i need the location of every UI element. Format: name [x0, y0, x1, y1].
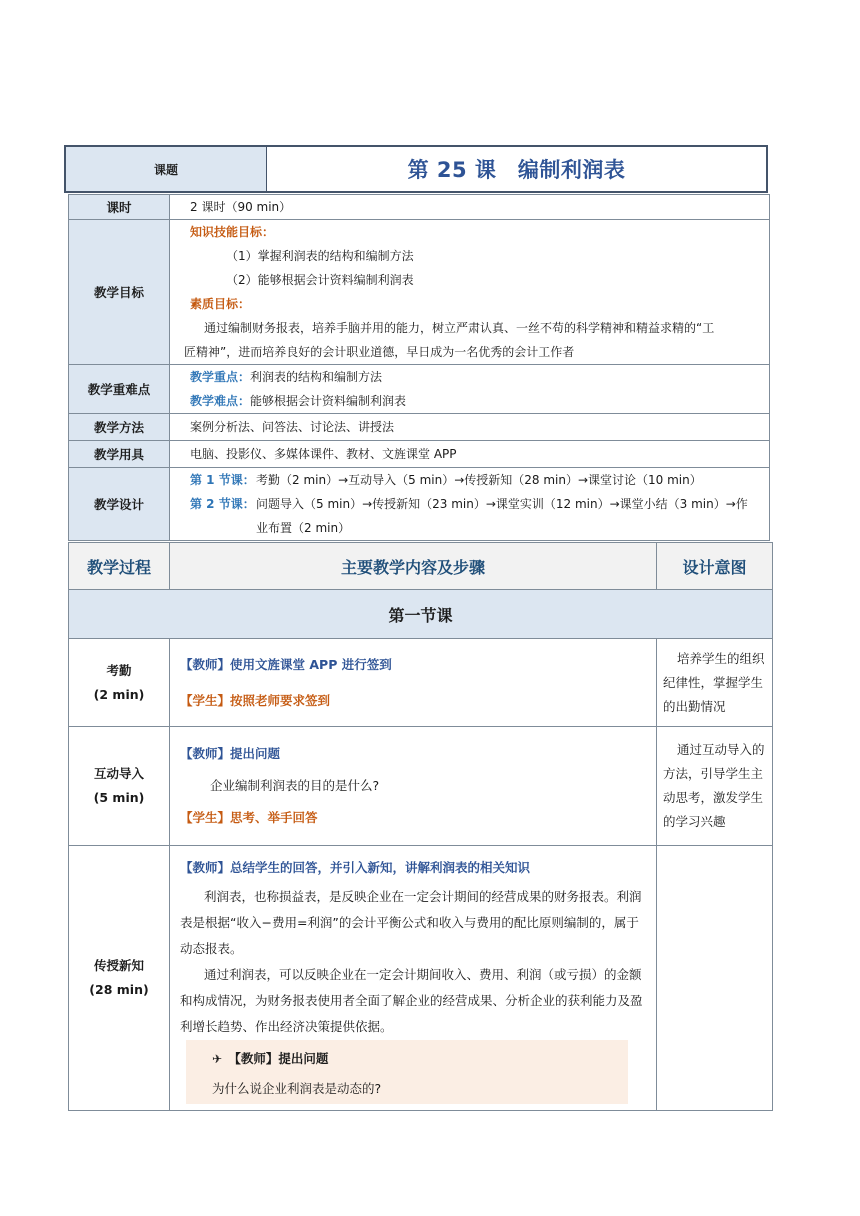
knowledge-item-1: （1）掌握利润表的结构和编制方法	[226, 249, 414, 263]
goals-row	[69, 220, 770, 365]
key-points-label: 教学重难点	[69, 365, 170, 414]
col-content-header: 主要教学内容及步骤	[170, 543, 657, 590]
intro-question: 企业编制利润表的目的是什么?	[210, 778, 380, 793]
goals-content	[170, 220, 770, 365]
design-label: 教学设计	[69, 468, 170, 541]
intro-step	[69, 727, 170, 846]
intro-step-time: (5 min)	[93, 790, 145, 805]
attendance-intent: 培养学生的组织纪律性，掌握学生的出勤情况	[657, 639, 773, 727]
key-label: 教学重点：	[190, 370, 251, 384]
intro-intent: 通过互动导入的方法，引导学生主动思考，激发学生的学习兴趣	[657, 727, 773, 846]
col-step-header: 教学过程	[69, 543, 170, 590]
intro-step-name: 互动导入	[93, 766, 144, 781]
new-knowledge-step-time: (28 min)	[89, 982, 149, 997]
col-intent-header: 设计意图	[657, 543, 773, 590]
attendance-row	[69, 639, 773, 727]
attendance-step-name: 考勤	[106, 662, 132, 678]
lesson1-text: 考勤（2 min）→互动导入（5 min）→传授新知（28 min）→课堂讨论（10 min）	[256, 473, 702, 487]
knowledge-title: 知识技能目标：	[190, 225, 275, 239]
attendance-step-time: (2 min)	[93, 686, 145, 702]
section-title: 第一节课	[69, 590, 773, 639]
tools-label: 教学用具	[69, 441, 170, 468]
new-knowledge-teacher: 【教师】总结学生的回答，并引入新知，讲解利润表的相关知识	[180, 860, 531, 875]
intro-row	[69, 727, 773, 846]
new-knowledge-step-name: 传授新知	[93, 958, 144, 973]
hours-value: 2 课时（90 min）	[170, 195, 770, 220]
knowledge-item-2: （2）能够根据会计资料编制利润表	[226, 273, 414, 287]
question-box-header	[212, 1044, 620, 1074]
lesson2-text	[256, 492, 763, 540]
hours-row	[69, 195, 770, 220]
question-box-text: 为什么说企业利润表是动态的?	[212, 1081, 382, 1096]
methods-value: 案例分析法、问答法、讨论法、讲授法	[170, 414, 770, 441]
hours-label: 课时	[69, 195, 170, 220]
process-header-row	[69, 543, 773, 590]
key-points-row	[69, 365, 770, 414]
key-text: 利润表的结构和编制方法	[250, 370, 383, 384]
attendance-student: 【学生】按照老师要求签到	[180, 692, 331, 708]
new-knowledge-content	[170, 846, 657, 1111]
methods-row	[69, 414, 770, 441]
info-table	[68, 194, 770, 541]
key-points-content	[170, 365, 770, 414]
plane-icon: ✈	[212, 1052, 223, 1066]
methods-label: 教学方法	[69, 414, 170, 441]
design-row	[69, 468, 770, 541]
intro-student: 【学生】思考、举手回答	[180, 810, 318, 825]
title-table	[64, 145, 768, 193]
tools-value: 电脑、投影仪、多媒体课件、教材、文旌课堂 APP	[170, 441, 770, 468]
difficulty-label: 教学难点：	[190, 394, 251, 408]
new-knowledge-para-1: 利润表，也称损益表，是反映企业在一定会计期间的经营成果的财务报表。利润表是根据“收入−费用=利润”的会计平衡公式和收入与费用的配比原则编制的，属于动态报表。	[180, 889, 642, 956]
lesson2-text-2: 业布置（2 min）	[256, 521, 351, 535]
section-row	[69, 590, 773, 639]
intro-teacher: 【教师】提出问题	[180, 746, 281, 761]
attendance-step	[69, 639, 170, 727]
new-knowledge-step	[69, 846, 170, 1111]
question-box-title: 【教师】提出问题	[228, 1051, 329, 1066]
goals-label: 教学目标	[69, 220, 170, 365]
topic-label: 课题	[66, 147, 267, 191]
process-table	[68, 542, 773, 1111]
quality-title: 素质目标：	[190, 297, 251, 311]
quality-text-1: 通过编制财务报表，培养手脑并用的能力，树立严肃认真、一丝不苟的科学精神和精益求精的“工	[204, 321, 715, 335]
lesson2-label: 第 2 节课：	[190, 497, 255, 511]
page-title: 第 25 课 编制利润表	[407, 158, 626, 182]
difficulty-text: 能够根据会计资料编制利润表	[250, 394, 407, 408]
new-knowledge-row	[69, 846, 773, 1111]
new-knowledge-intent	[657, 846, 773, 1111]
new-knowledge-para-2: 通过利润表，可以反映企业在一定会计期间收入、费用、利润（或亏损）的金额和构成情况，为财务报表使用者全面了解企业的经营成果、分析企业的获利能力及盈利增长趋势、作出经济决策提供依据。	[180, 967, 643, 1034]
quality-text-2: 匠精神”，进而培养良好的会计职业道德，早日成为一名优秀的会计工作者	[184, 345, 575, 359]
question-box	[186, 1040, 628, 1104]
tools-row	[69, 441, 770, 468]
intro-content	[170, 727, 657, 846]
attendance-teacher: 【教师】使用文旌课堂 APP 进行签到	[180, 656, 392, 672]
attendance-content	[170, 639, 657, 727]
design-content	[170, 468, 770, 541]
lesson2-text-1: 问题导入（5 min）→传授新知（23 min）→课堂实训（12 min）→课堂小结（3 min）→作	[256, 497, 748, 511]
lesson1-label: 第 1 节课：	[190, 473, 255, 487]
